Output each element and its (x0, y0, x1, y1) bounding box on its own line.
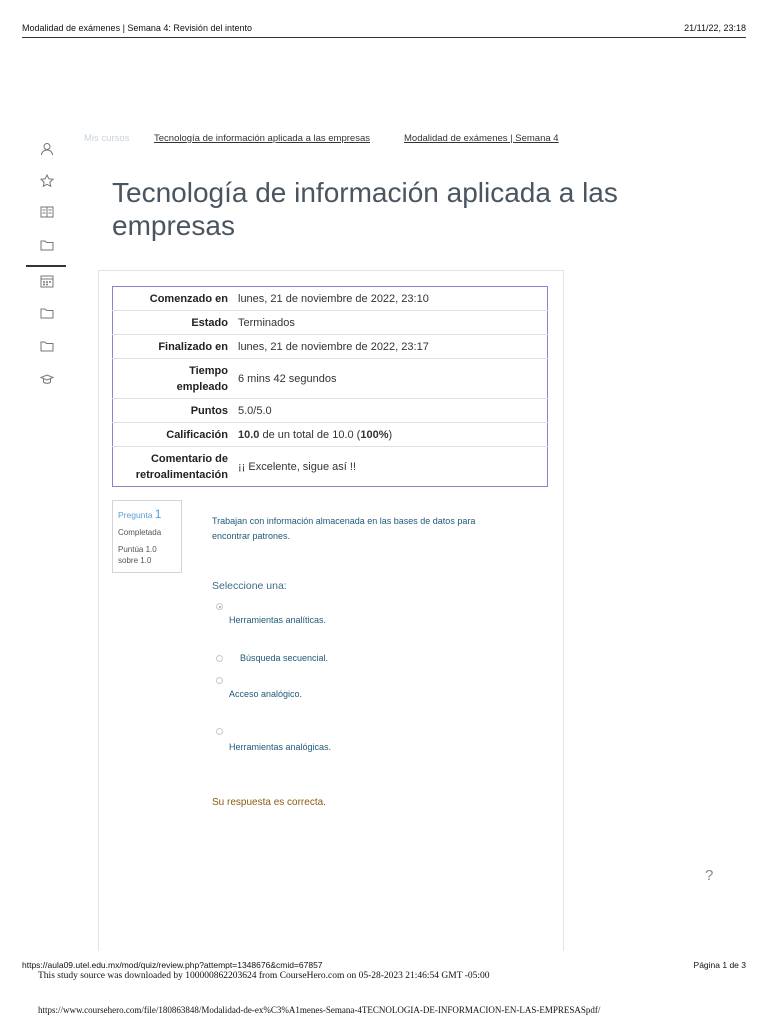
summary-label: Comenzado en (113, 287, 234, 311)
print-header (22, 22, 746, 38)
print-header-title: Modalidad de exámenes | Semana 4: Revisión del intento (22, 23, 252, 33)
summary-value: 5.0/5.0 (233, 399, 548, 423)
question-info (112, 500, 182, 573)
option-radio[interactable] (216, 677, 223, 684)
graduation-cap-icon[interactable] (40, 372, 54, 386)
summary-value: lunes, 21 de noviembre de 2022, 23:17 (233, 335, 548, 359)
summary-value: lunes, 21 de noviembre de 2022, 23:10 (233, 287, 548, 311)
print-footer (22, 960, 746, 970)
summary-label: Finalizado en (113, 335, 234, 359)
summary-value: ¡¡ Excelente, sigue así !! (238, 460, 356, 473)
summary-value: 6 mins 42 segundos (233, 359, 548, 399)
summary-row-state (113, 311, 548, 335)
summary-label (113, 359, 234, 399)
answer-feedback: Su respuesta es correcta. (212, 797, 326, 808)
page-title: Tecnología de información aplicada a las empresas (112, 177, 618, 241)
star-icon[interactable] (40, 174, 54, 188)
summary-row-grade (113, 423, 548, 447)
option-radio[interactable] (216, 728, 223, 735)
user-icon[interactable] (40, 142, 54, 156)
option-label[interactable]: Herramientas analíticas. (229, 615, 327, 625)
source-notice: This study source was downloaded by 100000862203624 from CourseHero.com on 05-28-2023 21:46:54 GMT -05:00 (38, 971, 490, 981)
source-url: https://www.coursehero.com/file/180863848/Modalidad-de-ex%C3%A1menes-Semana-4TECNOLOGIA-DE-INFORMACION-EN-LAS-EMPRESASpdf/ (38, 1005, 601, 1015)
grade-total: de un total de 10.0 ( (259, 428, 361, 441)
folder-icon[interactable] (40, 339, 54, 353)
summary-row-started (113, 287, 548, 311)
print-footer-page: Página 1 de 3 (693, 960, 746, 970)
summary-row-finished (113, 335, 548, 359)
help-icon[interactable]: ? (705, 867, 714, 884)
print-footer-url: https://aula09.utel.edu.mx/mod/quiz/review.php?attempt=1348676&cmid=67857 (22, 960, 323, 970)
calendar-icon[interactable] (40, 274, 54, 288)
breadcrumb-course[interactable]: Tecnología de información aplicada a las empresas (154, 133, 370, 144)
summary-value (233, 423, 548, 447)
grade-close: ) (388, 428, 393, 441)
active-indicator (26, 265, 66, 267)
summary-label (113, 447, 234, 487)
summary-row-comment (113, 447, 548, 487)
breadcrumb-section[interactable]: Modalidad de exámenes | Semana 4 (404, 133, 559, 144)
question-score-line: Puntúa 1.0 (118, 545, 157, 554)
option-radio[interactable] (216, 603, 223, 610)
summary-label-line: Comentario de (150, 452, 228, 465)
book-icon[interactable] (40, 205, 54, 219)
question-text-line: encontrar patrones. (212, 531, 291, 541)
summary-value: Terminados (233, 311, 548, 335)
breadcrumb-my-courses[interactable]: Mis cursos (84, 133, 130, 144)
question-status: Completada (118, 528, 162, 537)
summary-row-points (113, 399, 548, 423)
attempt-summary-table (112, 286, 548, 487)
summary-row-time (113, 359, 548, 399)
option-label[interactable]: Acceso analógico. (229, 689, 303, 699)
question-text-line: Trabajan con información almacenada en las bases de datos para (212, 516, 476, 526)
summary-label-line: empleado (176, 380, 228, 393)
question-label: Pregunta (118, 510, 153, 520)
grade-percent: 100% (360, 428, 389, 441)
summary-label-line: Tiempo (189, 364, 228, 377)
folder-icon[interactable] (40, 306, 54, 320)
summary-label-line: retroalimentación (135, 468, 228, 481)
answer-prompt: Seleccione una: (212, 580, 287, 592)
summary-label: Calificación (113, 423, 234, 447)
grade-score: 10.0 (238, 428, 260, 441)
summary-label: Puntos (113, 399, 234, 423)
option-label[interactable]: Búsqueda secuencial. (240, 653, 329, 663)
option-radio[interactable] (216, 655, 223, 662)
option-label[interactable]: Herramientas analógicas. (229, 742, 332, 752)
folder-icon[interactable] (40, 238, 54, 252)
question-number: 1 (154, 507, 162, 521)
print-header-datetime: 21/11/22, 23:18 (684, 23, 746, 33)
question-text (212, 514, 532, 544)
summary-label: Estado (113, 311, 234, 335)
question-score-line: sobre 1.0 (118, 556, 152, 565)
